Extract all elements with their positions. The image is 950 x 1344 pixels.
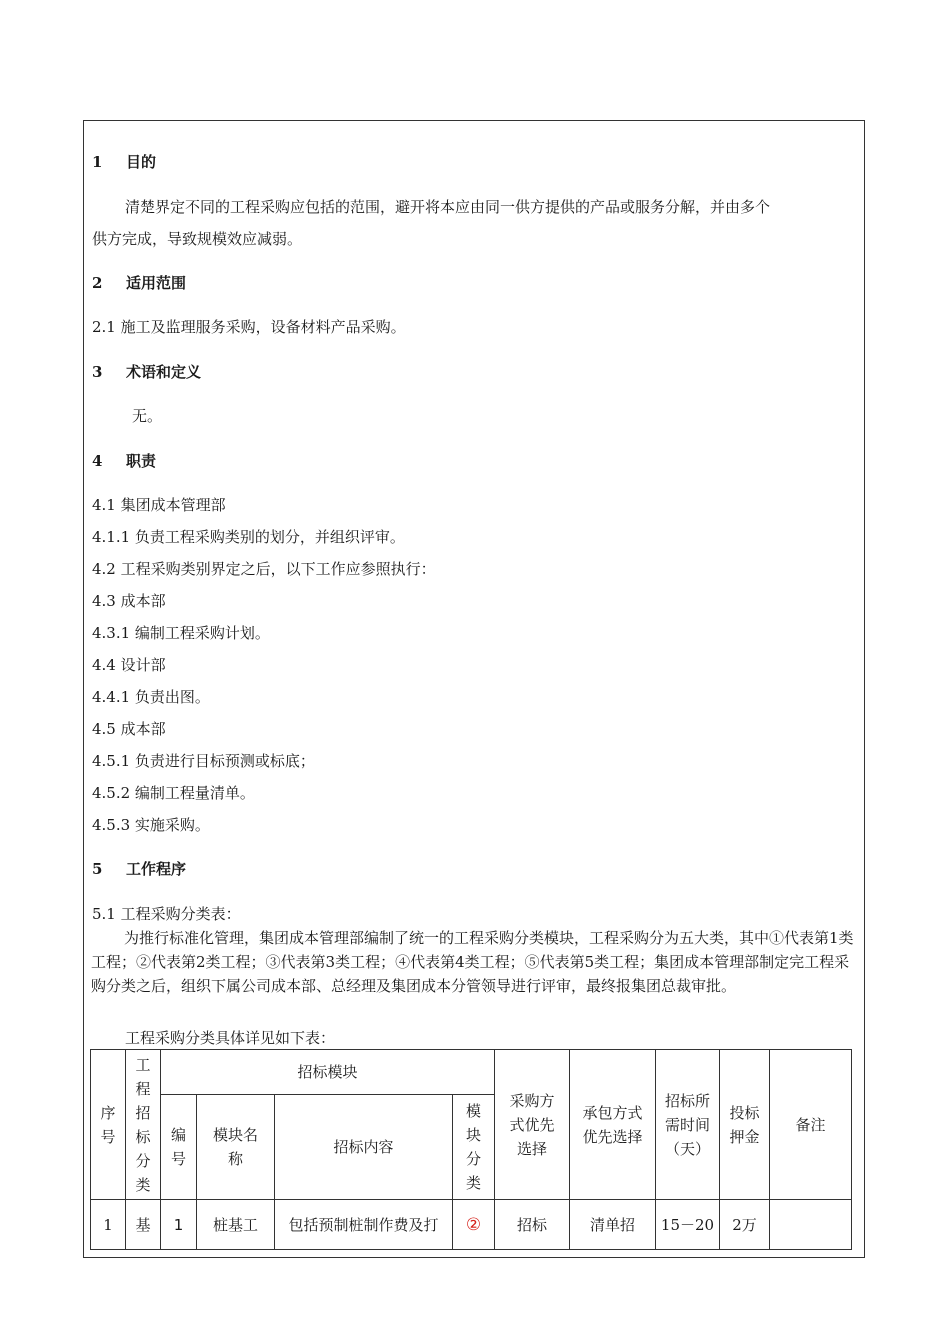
section-4-heading — [92, 451, 156, 471]
header-module-class: 模块分类 — [453, 1095, 495, 1200]
section-title: 工作程序 — [126, 860, 187, 878]
section-3-text: 无。 — [132, 407, 163, 425]
section-title: 目的 — [126, 153, 157, 171]
section-num: 3 — [92, 363, 103, 381]
header-code: 编号 — [161, 1095, 197, 1200]
header-contract: 承包方式优先选择 — [570, 1050, 656, 1200]
clause-4-5-1: 4.5.1 负责进行目标预测或标底； — [92, 752, 315, 770]
cell-category: 基 — [126, 1200, 161, 1250]
header-seq: 序号 — [91, 1050, 126, 1200]
section-1-text-line-1: 清楚界定不同的工程采购应包括的范围，避开将本应由同一供方提供的产品或服务分解，并由多个 — [125, 198, 771, 216]
cell-remark — [770, 1200, 852, 1250]
section-num: 4 — [92, 452, 103, 470]
clause-5-1: 5.1 工程采购分类表： — [92, 905, 241, 923]
header-module-name: 模块名称 — [197, 1095, 275, 1200]
clause-4-3: 4.3 成本部 — [92, 592, 166, 610]
header-content: 招标内容 — [275, 1095, 453, 1200]
section-num: 2 — [92, 274, 103, 292]
header-duration: 招标所需时间（天） — [656, 1050, 720, 1200]
section-num: 1 — [92, 153, 103, 171]
section-title: 职责 — [126, 452, 157, 470]
table-intro: 工程采购分类具体详见如下表： — [125, 1029, 336, 1047]
header-module-group: 招标模块 — [161, 1050, 495, 1095]
clause-4-4-1: 4.4.1 负责出图。 — [92, 688, 210, 706]
header-category: 工程招标分类 — [126, 1050, 161, 1200]
clause-4-1: 4.1 集团成本管理部 — [92, 496, 226, 514]
clause-4-3-1: 4.3.1 编制工程采购计划。 — [92, 624, 270, 642]
section-5-paragraph: 为推行标准化管理，集团成本管理部编制了统一的工程采购分类模块，工程采购分为五大类，其中①代表第1类工程；②代表第2类工程；③代表第3类工程；④代表第4类工程；⑤代表第5类工程；集团成本管理部制定完工程采购分类之后，组织下属公司成本部、总经理及集团成本分管领导进行评审，最终报集团总裁审批。 — [91, 929, 854, 995]
section-title: 术语和定义 — [126, 363, 202, 381]
header-method: 采购方式优先选择 — [495, 1050, 570, 1200]
clause-4-2: 4.2 工程采购类别界定之后，以下工作应参照执行： — [92, 560, 436, 578]
clause-4-4: 4.4 设计部 — [92, 656, 166, 674]
clause-4-1-1: 4.1.1 负责工程采购类别的划分，并组织评审。 — [92, 528, 405, 546]
section-1-heading — [92, 152, 156, 172]
section-5-heading — [92, 859, 186, 879]
cell-content: 包括预制桩制作费及打 — [275, 1200, 453, 1250]
cell-module-class: ② — [453, 1200, 495, 1250]
section-1-text-line-2: 供方完成，导致规模效应减弱。 — [92, 230, 303, 248]
cell-seq: 1 — [91, 1200, 126, 1250]
clause-4-5-3: 4.5.3 实施采购。 — [92, 816, 210, 834]
section-2-heading — [92, 273, 186, 293]
cell-method: 招标 — [495, 1200, 570, 1250]
clause-4-5-2: 4.5.2 编制工程量清单。 — [92, 784, 255, 802]
cell-deposit: 2万 — [720, 1200, 770, 1250]
cell-contract: 清单招 — [570, 1200, 656, 1250]
clause-4-5: 4.5 成本部 — [92, 720, 166, 738]
table-row — [91, 1200, 852, 1250]
section-num: 5 — [92, 860, 103, 878]
header-remark: 备注 — [770, 1050, 852, 1200]
cell-module-name: 桩基工 — [197, 1200, 275, 1250]
cell-duration: 15－20 — [656, 1200, 720, 1250]
clause-2-1: 2.1 施工及监理服务采购，设备材料产品采购。 — [92, 318, 406, 336]
section-3-heading — [92, 362, 201, 382]
header-deposit: 投标押金 — [720, 1050, 770, 1200]
procurement-category-table — [90, 1049, 852, 1250]
section-title: 适用范围 — [126, 274, 187, 292]
cell-code: 1 — [161, 1200, 197, 1250]
